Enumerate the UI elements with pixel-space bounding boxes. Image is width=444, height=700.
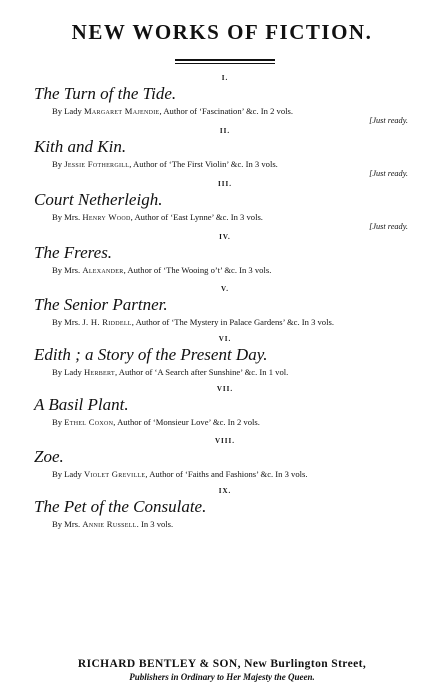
ready-note: [Just ready. (369, 169, 408, 178)
list-item (34, 436, 416, 480)
entry-numeral: II. (219, 127, 231, 135)
book-description: By Ethel Coxon, Author of ‘Monsieur Love’ &c. In 2 vols. (52, 417, 260, 427)
author-name: Alexander (82, 265, 124, 275)
book-description: By Jessie Fothergill, Author of ‘The First Violin’ &c. In 3 vols. (52, 159, 278, 169)
publisher-footer (0, 658, 444, 682)
list-item (34, 126, 416, 179)
author-name: Annie Russell (82, 519, 137, 529)
book-description: By Mrs. Henry Wood, Author of ‘East Lynne’ &c. In 3 vols. (52, 212, 263, 222)
author-name: Jessie Fothergill (64, 159, 130, 169)
entry-numeral: III. (218, 180, 232, 188)
publisher-name: RICHARD BENTLEY & SON, New Burlington Street, (77, 658, 367, 670)
list-item (34, 334, 416, 378)
author-name: Violet Greville (83, 469, 146, 479)
book-title: Kith and Kin. (34, 137, 127, 156)
list-item (34, 486, 416, 530)
book-title: The Senior Partner. (34, 295, 168, 314)
ready-note: [Just ready. (369, 116, 408, 125)
author-name: J. H. Riddell (82, 317, 132, 327)
entry-numeral: IX. (218, 487, 232, 495)
book-title: The Freres. (34, 243, 113, 262)
entry-numeral: VI. (218, 335, 232, 343)
entry-numeral: VII. (216, 385, 234, 393)
book-title: Zoe. (34, 447, 64, 466)
book-description: By Mrs. Annie Russell. In 3 vols. (52, 519, 174, 529)
entry-numeral: IV. (219, 233, 231, 241)
list-item (34, 232, 416, 276)
book-title: A Basil Plant. (34, 395, 129, 414)
book-description: By Lady Violet Greville, Author of ‘Faiths and Fashions’ &c. In 3 vols. (52, 469, 308, 479)
author-name: Henry Wood (82, 212, 131, 222)
entry-numeral: I. (221, 74, 229, 82)
book-title: The Pet of the Consulate. (34, 497, 207, 516)
book-description: By Lady Margaret Majendie, Author of ‘Fascination’ &c. In 2 vols. (52, 106, 294, 116)
list-item (34, 384, 416, 428)
book-title: Edith ; a Story of the Present Day. (34, 345, 268, 364)
entry-numeral: VIII. (215, 437, 235, 445)
book-description: By Mrs. J. H. Riddell, Author of ‘The Mystery in Palace Gardens’ &c. In 3 vols. (52, 317, 334, 327)
book-description: By Mrs. Alexander, Author of ‘The Wooing o’t’ &c. In 3 vols. (52, 265, 272, 275)
list-item (34, 179, 416, 232)
title-rule (175, 59, 275, 64)
royal-appointment: Publishers in Ordinary to Her Majesty the Queen. (129, 672, 315, 682)
list-item (34, 284, 416, 328)
page-title: NEW WORKS OF FICTION. (71, 20, 373, 44)
entries-list (34, 73, 416, 530)
entry-numeral: V. (221, 285, 229, 293)
author-name: Ethel Coxon (64, 417, 114, 427)
author-name: Margaret Majendie (83, 106, 160, 116)
book-title: The Turn of the Tide. (34, 84, 177, 103)
book-title: Court Netherleigh. (34, 190, 163, 209)
author-name: Herbert (83, 367, 115, 377)
list-item (34, 73, 416, 126)
book-description: By Lady Herbert, Author of ‘A Search after Sunshine’ &c. In 1 vol. (52, 367, 289, 377)
ready-note: [Just ready. (369, 222, 408, 231)
